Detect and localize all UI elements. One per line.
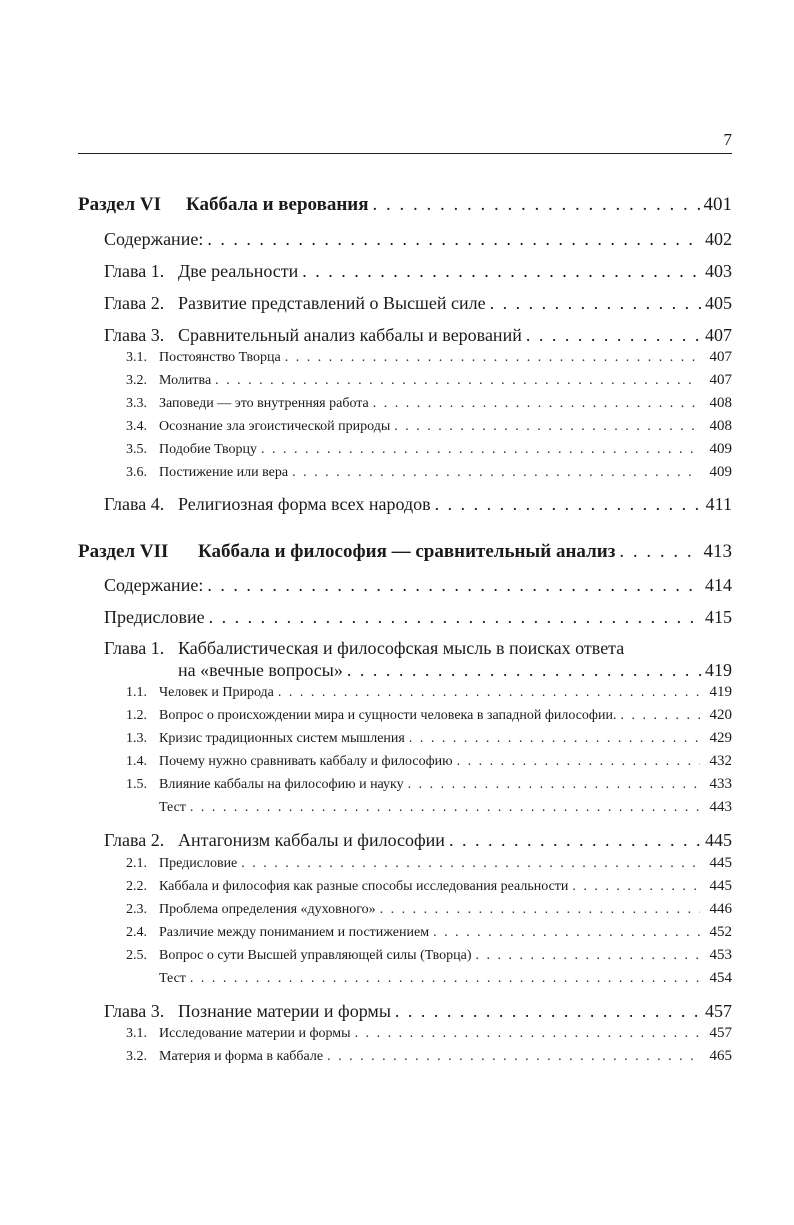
section-title: Каббала и верования <box>186 194 369 215</box>
subsection-number: 1.2. <box>126 708 147 723</box>
subsection-number: 2.5. <box>126 948 147 963</box>
subsection-number: 1.3. <box>126 731 147 746</box>
page-ref: 413 <box>703 541 732 562</box>
subsection-title: Влияние каббалы на философию и науку <box>159 777 404 792</box>
page-ref: 402 <box>705 229 732 249</box>
chapter-number: Глава 1. <box>104 261 165 281</box>
page-ref: 420 <box>709 707 732 723</box>
subsection-number: 3.5. <box>126 442 147 457</box>
subsection-number: 2.1. <box>126 856 147 871</box>
subsection-title: Человек и Природа <box>159 685 274 700</box>
chapter-title: Каббалистическая и философская мысль в поисках ответа <box>178 638 625 658</box>
subsection-number: 3.4. <box>126 419 147 434</box>
chapter-number: Глава 4. <box>104 494 165 514</box>
chapter-number: Глава 2. <box>104 830 165 850</box>
page-ref: 452 <box>709 924 732 940</box>
page-ref: 445 <box>709 855 732 871</box>
subsection-number: 3.6. <box>126 465 147 480</box>
page-ref: 408 <box>709 418 732 434</box>
toc-chapter[interactable] <box>78 1001 732 1022</box>
subsection-number: 2.4. <box>126 925 147 940</box>
page-ref: 454 <box>709 970 732 986</box>
subsection-number: 1.1. <box>126 685 147 700</box>
subsection-title: Различие между пониманием и постижением <box>159 925 430 940</box>
toc-chapter-line1[interactable] <box>78 638 732 659</box>
page-ref: 405 <box>705 293 732 313</box>
subsection-number: 3.1. <box>126 350 147 365</box>
page-ref: 433 <box>709 776 732 792</box>
toc-test[interactable] <box>78 970 732 987</box>
subsection-number: 2.3. <box>126 902 147 917</box>
page-ref: 409 <box>709 441 732 457</box>
chapter-title: Две реальности <box>178 261 299 281</box>
toc-subsection[interactable] <box>78 418 732 435</box>
subsection-title: Каббала и философия как разные способы исследования реальности <box>159 879 569 894</box>
toc-subsection[interactable] <box>78 372 732 389</box>
page-ref: 429 <box>709 730 732 746</box>
toc-subsection[interactable] <box>78 878 732 895</box>
toc-chapter[interactable] <box>78 325 732 346</box>
toc-subsection[interactable] <box>78 395 732 412</box>
subsection-number: 3.1. <box>126 1026 147 1041</box>
table-of-contents <box>78 0 732 1225</box>
page-ref: 409 <box>709 464 732 480</box>
page-number: 7 <box>723 130 732 149</box>
section-number: Раздел VI <box>78 194 161 215</box>
subsection-number: 1.5. <box>126 777 147 792</box>
page-ref: 407 <box>705 325 732 345</box>
toc-subsection[interactable] <box>78 441 732 458</box>
toc-chapter[interactable] <box>78 830 732 851</box>
page-ref: 432 <box>709 753 732 769</box>
page-ref: 445 <box>705 830 732 850</box>
page-ref: 401 <box>703 194 732 215</box>
chapter-number: Глава 3. <box>104 325 165 345</box>
page-ref: 443 <box>709 799 732 815</box>
subsection-title: Молитва <box>159 373 212 388</box>
subsection-title: Проблема определения «духовного» <box>159 902 376 917</box>
page-ref: 414 <box>705 575 732 595</box>
toc-subsection[interactable] <box>78 924 732 941</box>
page-ref: 457 <box>709 1025 732 1041</box>
toc-chapter[interactable] <box>78 293 732 314</box>
toc-test[interactable] <box>78 799 732 816</box>
toc-subsection[interactable] <box>78 707 732 724</box>
subsection-title: Исследование материи и формы <box>159 1026 351 1041</box>
subsection-number: 2.2. <box>126 879 147 894</box>
toc-subsection[interactable] <box>78 349 732 366</box>
subsection-title: Вопрос о сути Высшей управляющей силы (Творца) <box>159 948 472 963</box>
page-ref: 445 <box>709 878 732 894</box>
section-number: Раздел VII <box>78 541 169 562</box>
subsection-number: 3.2. <box>126 1049 147 1064</box>
subsection-number: 3.3. <box>126 396 147 411</box>
subsection-title: Вопрос о происхождении мира и сущности человека в западной философии. <box>159 708 617 723</box>
subsection-title: Почему нужно сравнивать каббалу и философию <box>159 754 453 769</box>
chapter-title: Религиозная форма всех народов <box>178 494 431 514</box>
subsection-title: Осознание зла эгоистической природы <box>159 419 391 434</box>
toc-subsection[interactable] <box>78 684 732 701</box>
chapter-title: Антагонизм каббалы и философии <box>178 830 445 850</box>
page-ref: 411 <box>705 494 732 514</box>
subsection-number: 3.2. <box>126 373 147 388</box>
entry-title: Содержание: <box>104 229 204 249</box>
page-ref: 407 <box>709 372 732 388</box>
toc-subsection[interactable] <box>78 1025 732 1042</box>
chapter-title: Развитие представлений о Высшей силе <box>178 293 486 313</box>
chapter-title-cont: на «вечные вопросы» <box>178 660 343 680</box>
toc-chapter[interactable] <box>78 494 732 515</box>
chapter-number: Глава 2. <box>104 293 165 313</box>
subsection-title: Тест <box>159 971 186 986</box>
page-ref: 465 <box>709 1048 732 1064</box>
subsection-title: Предисловие <box>159 856 238 871</box>
subsection-title: Постоянство Творца <box>159 350 281 365</box>
chapter-number: Глава 3. <box>104 1001 165 1021</box>
page-ref: 453 <box>709 947 732 963</box>
toc-subsection[interactable] <box>78 730 732 747</box>
toc-chapter[interactable] <box>78 261 732 282</box>
toc-subsection[interactable] <box>78 1048 732 1065</box>
toc-subsection[interactable] <box>78 855 732 872</box>
entry-title: Содержание: <box>104 575 204 595</box>
toc-preface[interactable] <box>78 607 732 628</box>
toc-subsection[interactable] <box>78 753 732 770</box>
toc-section-7[interactable] <box>78 541 732 563</box>
subsection-title: Материя и форма в каббале <box>159 1049 324 1064</box>
toc-contents-7[interactable] <box>78 575 732 596</box>
page-ref: 408 <box>709 395 732 411</box>
toc-subsection[interactable] <box>78 947 732 964</box>
toc-subsection[interactable] <box>78 776 732 793</box>
toc-chapter-line2[interactable] <box>78 660 732 681</box>
subsection-number: 1.4. <box>126 754 147 769</box>
page-ref: 457 <box>705 1001 732 1021</box>
subsection-title: Тест <box>159 800 186 815</box>
page-ref: 419 <box>709 684 732 700</box>
subsection-title: Постижение или вера <box>159 465 289 480</box>
toc-subsection[interactable] <box>78 464 732 481</box>
page-ref: 446 <box>709 901 732 917</box>
subsection-title: Подобие Творцу <box>159 442 258 457</box>
entry-title: Предисловие <box>104 607 205 627</box>
page-ref: 403 <box>705 261 732 281</box>
chapter-title: Сравнительный анализ каббалы и верований <box>178 325 522 345</box>
page-ref: 419 <box>705 660 732 680</box>
chapter-title: Познание материи и формы <box>178 1001 391 1021</box>
toc-section-6[interactable] <box>78 194 732 216</box>
subsection-title: Заповеди — это внутренняя работа <box>159 396 369 411</box>
toc-subsection[interactable] <box>78 901 732 918</box>
page-ref: 415 <box>705 607 732 627</box>
subsection-title: Кризис традиционных систем мышления <box>159 731 405 746</box>
section-title: Каббала и философия — сравнительный анализ <box>198 541 616 562</box>
chapter-number: Глава 1. <box>104 638 165 658</box>
page-ref: 407 <box>709 349 732 365</box>
toc-contents-6[interactable] <box>78 229 732 250</box>
